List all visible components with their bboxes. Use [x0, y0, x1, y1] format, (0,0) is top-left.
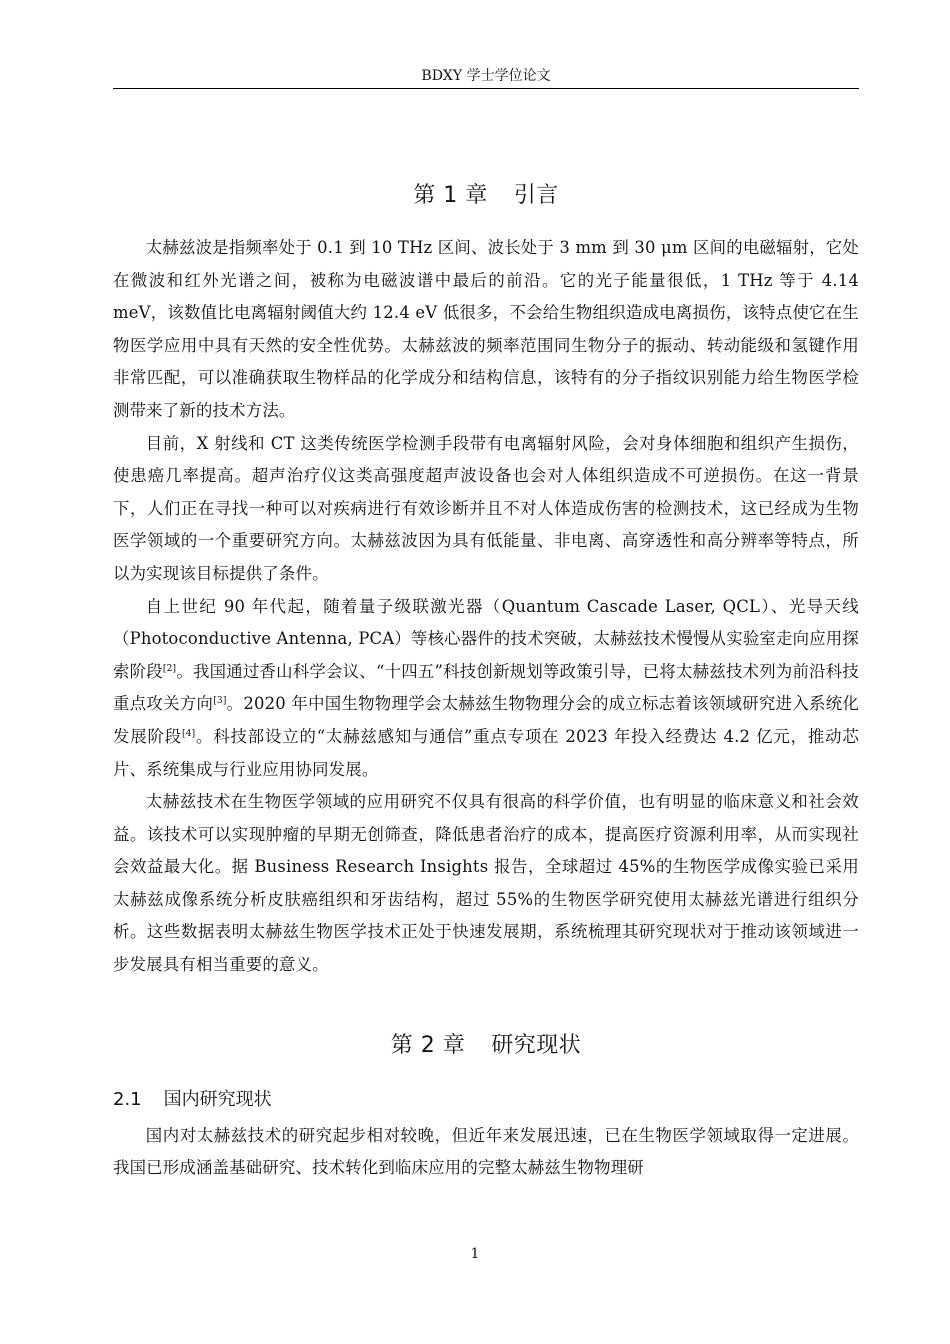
paragraph-text: 自上世纪 90 年代起，随着量子级联激光器（Quantum Cascade Laser, QCL）、光导天线（Photoconductive Antenna, PCA）等核心器件的技术突破，太赫兹技术慢慢从实验室走向应用探索阶段 [113, 596, 859, 681]
paragraph [113, 786, 859, 982]
chapter-2-number: 第 2 章 [390, 1032, 466, 1058]
section-2-1-title [113, 1084, 859, 1116]
paragraph [113, 232, 859, 428]
chapter-1-number: 第 1 章 [413, 183, 488, 208]
page-number: 1 [470, 1246, 480, 1262]
citation-ref: [4] [181, 728, 196, 739]
section-number: 2.1 [113, 1088, 142, 1110]
chapter-2-heading: 研究现状 [491, 1032, 582, 1058]
paragraph-text: 太赫兹技术在生物医学领域的应用研究不仅具有很高的科学价值，也有明显的临床意义和社会效益。该技术可以实现肿瘤的早期无创筛查，降低患者治疗的成本，提高医疗资源利用率，从而实现社会效益最大化。据 Business Research Insights 报告，全球超过 45%的生物医学成像实验已采用太赫兹成像系统分析皮肤癌组织和牙齿结构，超过 55%的生物医学研究使用太赫兹光谱进行组织分析。这些数据表明太赫兹生物医学技术正处于快速发展期，系统梳理其研究现状对于推动该领域进一步发展具有相当重要的意义。 [113, 792, 859, 975]
citation-ref: [3] [213, 696, 227, 707]
running-header: BDXY 学士学位论文 [113, 66, 859, 89]
paragraph-text: 。我国通过香山科学会议、“十四五”科技创新规划等政策引导，已将太赫兹技术列为前沿科技重点攻关方向 [113, 661, 860, 714]
chapter-1-text [113, 232, 859, 982]
paragraph-text: 目前，X 射线和 CT 这类传统医学检测手段带有电离辐射风险，会对身体细胞和组织产生损伤，使患癌几率提高。超声治疗仪这类高强度超声波设备也会对人体组织造成不可逆损伤。在这一背景下，人们正在寻找一种可以对疾病进行有效诊断并且不对人体造成伤害的检测技术，这已经成为生物医学领域的一个重要研究方向。太赫兹波因为具有低能量、非电离、高穿透性和高分辨率等特点，所以为实现该目标提供了条件。 [113, 433, 859, 583]
paragraph [113, 1120, 859, 1185]
section-2-1-text [113, 1120, 859, 1185]
paragraph-text: 。科技部设立的“太赫兹感知与通信”重点专项在 2023 年投入经费达 4.2 亿元，推动芯片、系统集成与行业应用协同发展。 [113, 726, 859, 779]
page-body [113, 160, 859, 1185]
paragraph-text: 太赫兹波是指频率处于 0.1 到 10 THz 区间、波长处于 3 mm 到 30 μm 区间的电磁辐射，它处在微波和红外光谱之间，被称为电磁波谱中最后的前沿。它的光子能量很低，1 THz 等于 4.14 meV，该数值比电离辐射阈值大约 12.4 eV 低很多，不会给生物组织造成电离损伤，该特点使它在生物医学应用中具有天然的安全性优势。太赫兹波的频率范围同生物分子的振动、转动能级和氢键作用非常匹配，可以准确获取生物样品的化学成分和结构信息，该特有的分子指纹识别能力给生物医学检测带来了新的技术方法。 [113, 238, 859, 420]
section-heading: 国内研究现状 [163, 1088, 272, 1110]
paragraph-text: 。2020 年中国生物物理学会太赫兹生物物理分会的成立标志着该领域研究进入系统化发展阶段 [113, 694, 859, 746]
citation-ref: [2] [162, 663, 177, 674]
chapter-1-title [113, 180, 859, 212]
paragraph [113, 428, 859, 591]
paragraph [113, 591, 859, 787]
paragraph-text: 国内对太赫兹技术的研究起步相对较晚，但近年来发展迅速，已在生物医学领域取得一定进展。我国已形成涵盖基础研究、技术转化到临床应用的完整太赫兹生物物理研 [113, 1125, 859, 1178]
chapter-1-heading: 引言 [513, 183, 559, 208]
chapter-2-title [113, 1030, 859, 1062]
